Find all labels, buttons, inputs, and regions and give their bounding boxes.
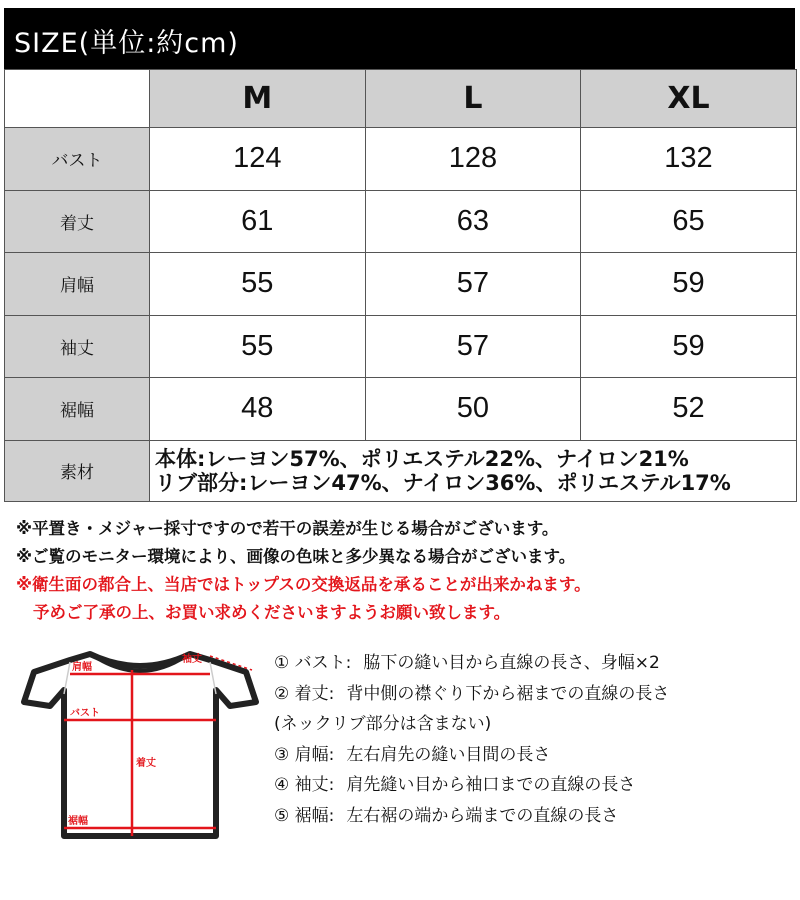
notes <box>16 515 786 627</box>
measurement-cell: 50 <box>365 378 581 441</box>
header-bar <box>4 8 795 69</box>
measurement-cell: 48 <box>150 378 366 441</box>
size-column-header: L <box>365 70 581 128</box>
measurement-cell: 128 <box>365 128 581 191</box>
measurement-cell: 59 <box>581 315 797 378</box>
definition-term: ⑤ 裾幅: <box>274 805 335 826</box>
definition-desc: 脇下の縫い目から直線の長さ、身幅×2 <box>363 653 660 673</box>
measurement-cell: 57 <box>365 315 581 378</box>
warning-line: ※衛生面の都合上、当店ではトップスの交換返品を承ることが出来かねます。 <box>16 575 591 594</box>
shoulder-label: 肩幅 <box>72 662 92 673</box>
row-label: 袖丈 <box>5 315 150 378</box>
definition-term: ③ 肩幅: <box>274 744 335 765</box>
definition-term: ① バスト: <box>274 653 352 673</box>
material-cell <box>150 440 797 501</box>
table-row <box>5 128 797 191</box>
definition-line <box>274 770 794 801</box>
material-row <box>5 440 797 501</box>
note-line: ※ご覧のモニター環境により、画像の色味と多少異なる場合がございます。 <box>16 547 576 566</box>
measurement-cell: 59 <box>581 253 797 316</box>
page-title: SIZE(単位:約cm) <box>14 28 239 59</box>
note-line: ※平置き・メジャー採寸ですので若干の誤差が生じる場合がございます。 <box>16 519 559 538</box>
measurement-cell: 65 <box>581 190 797 253</box>
definition-desc: 肩先縫い目から袖口までの直線の長さ <box>346 775 636 795</box>
table-corner-cell <box>5 70 150 128</box>
definition-desc: 背中側の襟ぐり下から裾までの直線の長さ <box>346 683 670 704</box>
warning-line: 予めご了承の上、お買い求めくださいますようお願い致します。 <box>33 603 511 622</box>
definition-line <box>274 679 794 710</box>
definition-line <box>274 709 794 740</box>
bust-label: バスト <box>70 708 100 719</box>
tshirt-outline <box>24 654 256 836</box>
sleeve-label: 袖丈 <box>182 654 202 665</box>
table-row <box>5 378 797 441</box>
row-label: 素材 <box>5 440 150 501</box>
hem-label: 裾幅 <box>68 816 88 827</box>
tshirt-diagram <box>20 640 260 850</box>
row-label: 肩幅 <box>5 253 150 316</box>
measurement-cell: 61 <box>150 190 366 253</box>
size-table <box>4 69 797 502</box>
measurement-cell: 57 <box>365 253 581 316</box>
table-row <box>5 253 797 316</box>
length-label: 着丈 <box>136 758 156 769</box>
table-row <box>5 315 797 378</box>
definition-line <box>274 801 794 832</box>
measurement-definitions <box>274 648 794 831</box>
measurement-cell: 55 <box>150 253 366 316</box>
material-line: リブ部分:レーヨン47%、ナイロン36%、ポリエステル17% <box>155 470 731 495</box>
row-label: 裾幅 <box>5 378 150 441</box>
definition-desc: 左右裾の端から端までの直線の長さ <box>346 805 619 826</box>
definition-desc: (ネックリブ部分は含まない) <box>274 714 492 734</box>
size-header-row <box>5 70 797 128</box>
measurement-cell: 124 <box>150 128 366 191</box>
definition-line <box>274 740 794 771</box>
row-label: 着丈 <box>5 190 150 253</box>
row-label: バスト <box>5 128 150 191</box>
definition-desc: 左右肩先の縫い目間の長さ <box>346 744 551 765</box>
definition-term: ④ 袖丈: <box>274 775 335 795</box>
size-column-header: M <box>150 70 366 128</box>
measurement-cell: 63 <box>365 190 581 253</box>
definition-line <box>274 648 794 679</box>
measurement-cell: 52 <box>581 378 797 441</box>
table-row <box>5 190 797 253</box>
size-column-header: XL <box>581 70 797 128</box>
measurement-cell: 55 <box>150 315 366 378</box>
measurement-cell: 132 <box>581 128 797 191</box>
material-line: 本体:レーヨン57%、ポリエステル22%、ナイロン21% <box>155 446 689 471</box>
definition-term: ② 着丈: <box>274 683 335 704</box>
